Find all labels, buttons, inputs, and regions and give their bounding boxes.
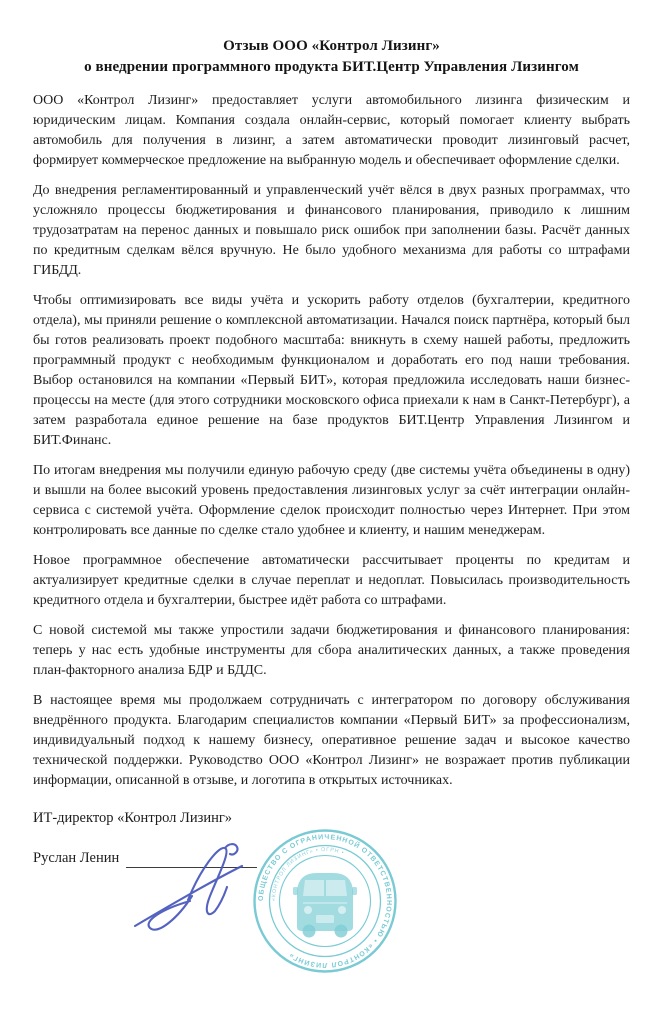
signer-name-row bbox=[33, 848, 630, 868]
paragraph-software-benefits: Новое программное обеспечение автоматически рассчитывает проценты по кредитам и актуализирует кредитные сделки в случае переплат и недоплат. Повысилась производительность кредитного отдела и бухгалтерии, быстрее идёт работа со штрафами. bbox=[33, 553, 630, 608]
signer-position: ИТ-директор «Контрол Лизинг» bbox=[33, 810, 233, 826]
paragraph-partner-search: Чтобы оптимизировать все виды учёта и ускорить работу отделов (бухгалтерии, кредитного отдела), мы приняли решение о комплексной автоматизации. Начался поиск партнёра, который был бы готов реализовать проект подобного масштаба: вникнуть в схему нашей работы, предложить программный продукт с необходимым функционалом и доработать его под наши требования. Выбор остановился на компании «Первый БИТ», которая предложила исследовать наши бизнес-процессы на месте (для этого сотрудники московского офиса приехали к нам в Санкт-Петербург), а затем разработала единое решение на базе продуктов БИТ.Центр Управления Лизингом и БИТ.Финанс. bbox=[33, 293, 630, 448]
document-title bbox=[33, 36, 630, 78]
paragraph-before-implementation: До внедрения регламентированный и управленческий учёт вёлся в двух разных программах, что усложняло процессы бюджетирования и финансового планирования, приводило к лишним трудозатратам на перенос данных и повышало риск ошибок при заполнении базы. Расчёт данных по кредитным сделкам вёлся вручную. Не было удобного механизма для работы со штрафами ГИБДД. bbox=[33, 183, 630, 278]
stamp-vehicle-icon bbox=[293, 873, 357, 938]
paragraph-company-intro: ООО «Контрол Лизинг» предоставляет услуги автомобильного лизинга физическим и юридическим лицам. Компания создала онлайн-сервис, который помогает клиенту выбрать автомобиль для получения в лизинг, а затем автоматически проводит лизинговый расчет, формирует коммерческое предложение на выбранную модель и обеспечивает оформление сделки. bbox=[33, 93, 630, 168]
paragraph-implementation-results: По итогам внедрения мы получили единую рабочую среду (две системы учёта объединены в одну) и вышли на более высокий уровень предоставления лизинговых услуг за счёт интеграции онлайн-сервиса с системой учёта. Оформление сделок происходит полностью через Интернет. При этом контролировать все данные по сделке стало удобнее и клиенту, и нашим менеджерам. bbox=[33, 463, 630, 538]
signature-line bbox=[126, 852, 257, 868]
paragraph-budgeting: С новой системой мы также упростили задачи бюджетирования и финансового планирования: теперь у нас есть удобные инструменты для сбора аналитических данных, а также проведения план-факторного анализа БДР и БДДС. bbox=[33, 623, 630, 678]
stamp-ring-text-outer: ОБЩЕСТВО С ОГРАНИЧЕННОЙ ОТВЕТСТВЕННОСТЬЮ • «КОНТРОЛ ЛИЗИНГ» bbox=[257, 833, 393, 969]
signer-name: Руслан Ленин bbox=[33, 850, 120, 866]
title-line-2: о внедрении программного продукта БИТ.Центр Управления Лизингом bbox=[84, 59, 579, 75]
paragraph-conclusion: В настоящее время мы продолжаем сотрудничать с интегратором по договору обслуживания внедрённого продукта. Благодарим специалистов компании «Первый БИТ» за профессионализм, индивидуальный подход к нашему бизнесу, оперативное решение задач и высокое качество технической поддержки. Руководство ООО «Контрол Лизинг» не возражает против публикации информации, описанной в отзыве, и логотипа в открытых источниках. bbox=[33, 693, 630, 788]
title-line-1: Отзыв ООО «Контрол Лизинг» bbox=[223, 38, 440, 54]
signature-block bbox=[33, 808, 630, 868]
stamp-ring-text-inner: «КОНТРОЛ ЛИЗИНГ» • ОГРН • bbox=[270, 846, 346, 902]
